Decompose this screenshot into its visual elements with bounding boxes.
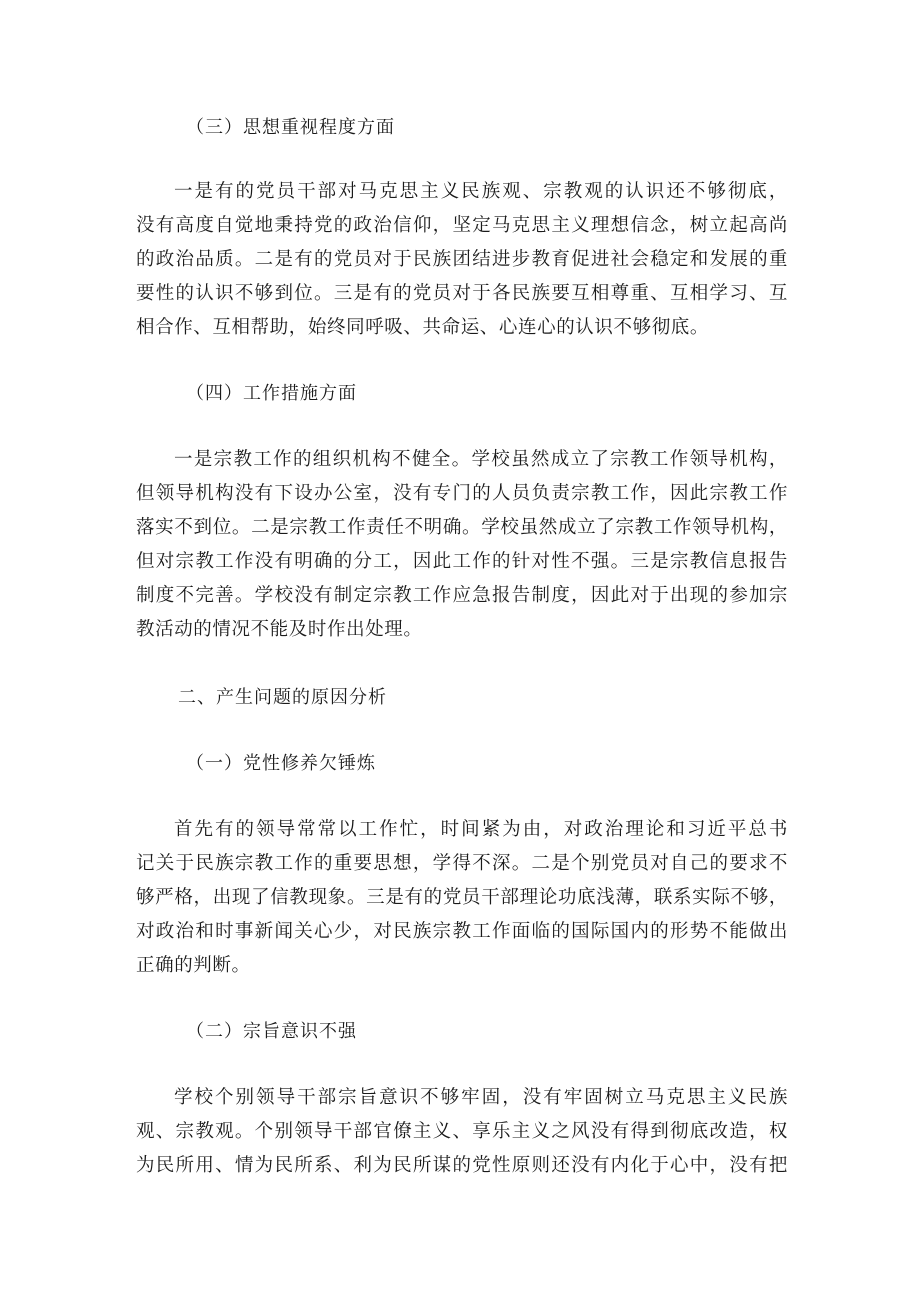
paragraph-line: 的政治品质。二是有的党员对于民族团结进步教育促进社会稳定和发展的重 [136,249,788,270]
paragraph-line: 记关于民族宗教工作的重要思想，学得不深。二是个别党员对自己的要求不 [136,853,788,874]
section-heading-purpose: （二）宗旨意识不强 [186,1021,357,1042]
paragraph-line: 观、宗教观。个别领导干部官僚主义、享乐主义之风没有得到彻底改造，权 [136,1121,788,1142]
section-heading-thought: （三）思想重视程度方面 [186,117,395,138]
section-heading-measures: （四）工作措施方面 [186,383,357,404]
section-heading-party-spirit: （一）党性修养欠锤炼 [186,753,376,774]
part-heading-cause-analysis: 二、产生问题的原因分析 [178,687,387,708]
paragraph-line: 但对宗教工作没有明确的分工，因此工作的针对性不强。三是宗教信息报告 [136,551,788,572]
paragraph-line: 一是宗教工作的组织机构不健全。学校虽然成立了宗教工作领导机构， [174,449,788,470]
paragraph-line: 首先有的领导常常以工作忙，时间紧为由，对政治理论和习近平总书 [174,819,788,840]
paragraph-line: 要性的认识不够到位。三是有的党员对于各民族要互相尊重、互相学习、互 [136,283,788,304]
paragraph-line: 相合作、互相帮助，始终同呼吸、共命运、心连心的认识不够彻底。 [136,317,710,338]
paragraph-line: 正确的判断。 [136,955,251,976]
paragraph-line: 够严格，出现了信教现象。三是有的党员干部理论功底浅薄，联系实际不够， [136,887,788,908]
paragraph-line: 没有高度自觉地秉持党的政治信仰，坚定马克思主义理想信念，树立起高尚 [136,215,788,236]
paragraph-line: 但领导机构没有下设办公室，没有专门的人员负责宗教工作，因此宗教工作 [136,483,788,504]
paragraph-line: 一是有的党员干部对马克思主义民族观、宗教观的认识还不够彻底， [174,181,788,202]
paragraph-line: 落实不到位。二是宗教工作责任不明确。学校虽然成立了宗教工作领导机构， [136,517,788,538]
paragraph-line: 为民所用、情为民所系、利为民所谋的党性原则还没有内化于心中，没有把 [136,1155,788,1176]
paragraph-line: 对政治和时事新闻关心少，对民族宗教工作面临的国际国内的形势不能做出 [136,921,788,942]
paragraph-line: 教活动的情况不能及时作出处理。 [136,619,423,640]
paragraph-line: 制度不完善。学校没有制定宗教工作应急报告制度，因此对于出现的参加宗 [136,585,788,606]
paragraph-line: 学校个别领导干部宗旨意识不够牢固，没有牢固树立马克思主义民族 [174,1087,788,1108]
